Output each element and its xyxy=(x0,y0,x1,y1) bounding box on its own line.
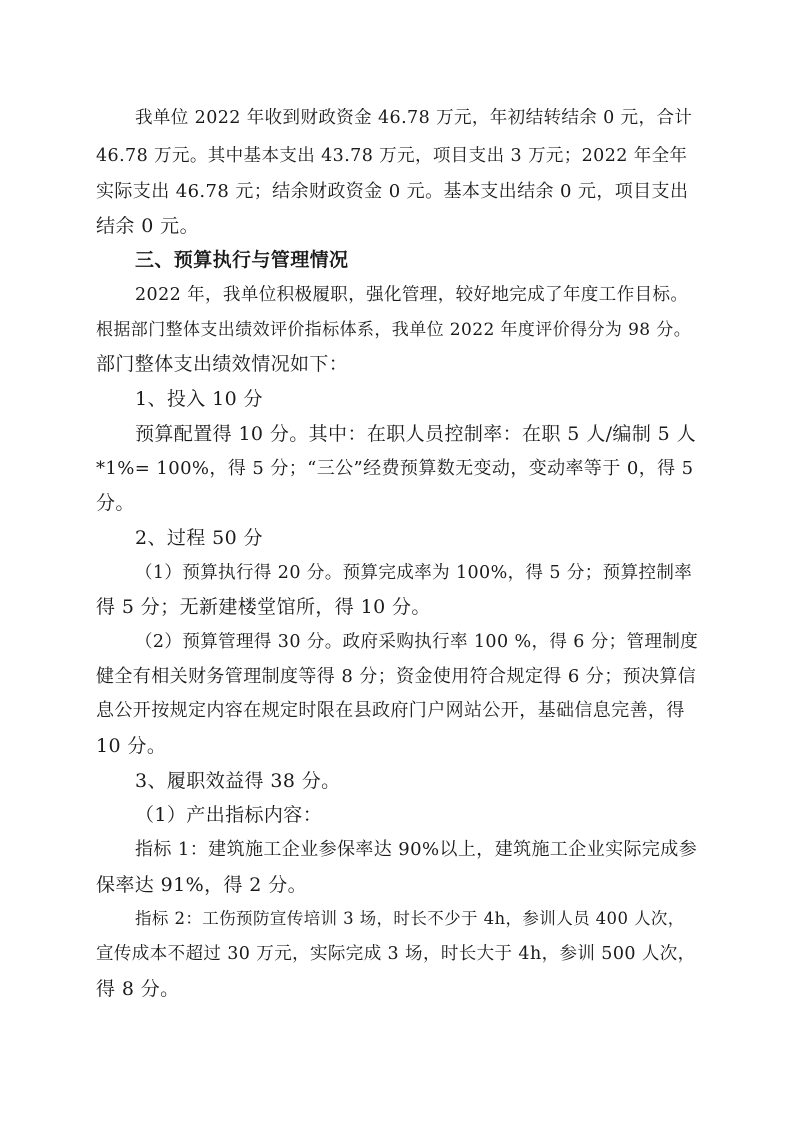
paragraph-line: 2022 年，我单位积极履职，强化管理，较好地完成了年度工作目标。 xyxy=(135,285,689,305)
subsection-heading: 1、投入 10 分 xyxy=(135,388,263,410)
paragraph-line: 预算配置得 10 分。其中：在职人员控制率：在职 5 人/编制 5 人 xyxy=(135,423,696,445)
paragraph-line: 46.78 万元。其中基本支出 43.78 万元，项目支出 3 万元；2022 年全年 xyxy=(96,146,688,166)
paragraph-line: 得 5 分；无新建楼堂馆所，得 10 分。 xyxy=(96,596,431,618)
subsection-heading: 2、过程 50 分 xyxy=(135,527,263,549)
paragraph-line: （1）预算执行得 20 分。预算完成率为 100%，得 5 分；预算控制率 xyxy=(135,563,693,583)
paragraph-line: 部门整体支出绩效情况如下： xyxy=(96,353,349,375)
paragraph-line: 指标 2：工伤预防宣传培训 3 场，时长不少于 4h，参训人员 400 人次， xyxy=(135,909,685,928)
paragraph-line: 健全有相关财务管理制度等得 8 分；资金使用符合规定得 6 分；预决算信 xyxy=(96,666,697,687)
paragraph-line: 宣传成本不超过 30 万元，实际完成 3 场，时长大于 4h，参训 500 人次， xyxy=(96,944,696,964)
paragraph-line: 我单位 2022 年收到财政资金 46.78 万元，年初结转结余 0 元，合计 xyxy=(135,108,693,128)
paragraph-line: （1）产出指标内容： xyxy=(135,804,323,826)
paragraph-line: 根据部门整体支出绩效评价指标体系，我单位 2022 年度评价得分为 98 分。 xyxy=(96,320,692,340)
paragraph-line: 保率达 91%，得 2 分。 xyxy=(96,874,308,896)
subsection-heading: 3、履职效益得 38 分。 xyxy=(135,770,341,792)
paragraph-line: 得 8 分。 xyxy=(96,978,180,1000)
paragraph-line: 实际支出 46.78 元；结余财政资金 0 元。基本支出结余 0 元，项目支出 xyxy=(96,181,689,202)
paragraph-line: 结余 0 元。 xyxy=(96,215,199,237)
paragraph-line: 分。 xyxy=(96,492,135,514)
paragraph-line: 10 分。 xyxy=(96,735,167,757)
paragraph-line: 息公开按规定内容在规定时限在县政府门户网站公开，基础信息完善，得 xyxy=(96,700,685,721)
paragraph-line: *1%= 100%，得 5 分；“三公”经费预算数无变动，变动率等于 0，得 5 xyxy=(96,458,694,479)
section-heading: 三、预算执行与管理情况 xyxy=(135,249,349,271)
paragraph-line: 指标 1：建筑施工企业参保率达 90%以上，建筑施工企业实际完成参 xyxy=(135,839,698,860)
paragraph-line: （2）预算管理得 30 分。政府采购执行率 100 %，得 6 分；管理制度 xyxy=(135,632,699,652)
